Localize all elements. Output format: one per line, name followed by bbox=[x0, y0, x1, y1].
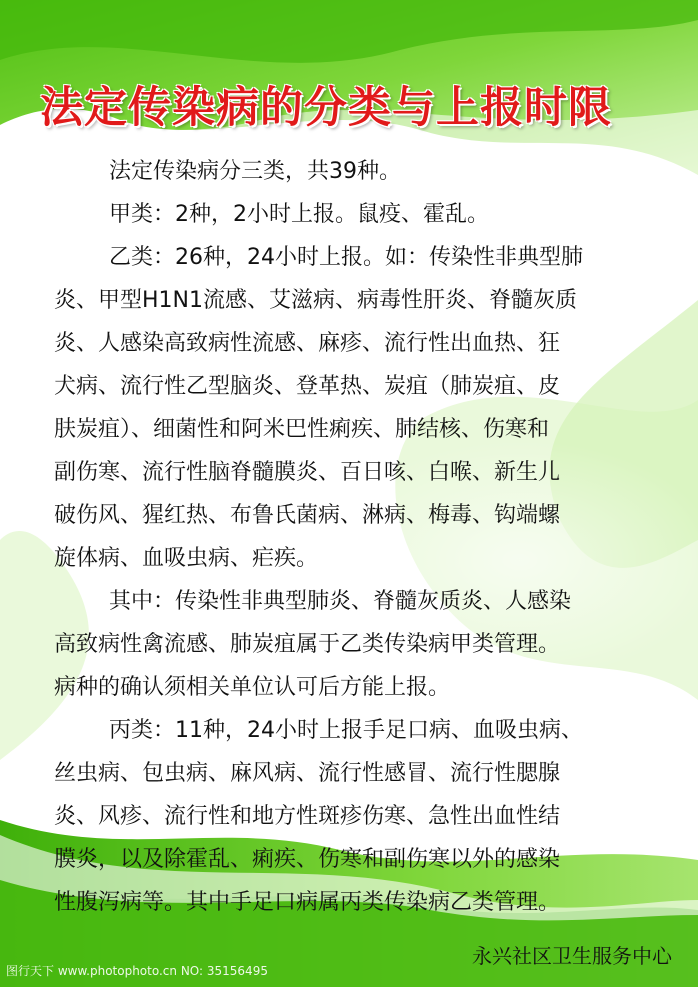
text-line: 炎、风疹、流行性和地方性斑疹伤寒、急性出血性结 bbox=[54, 804, 561, 829]
text-line: 旋体病、血吸虫病、疟疾。 bbox=[54, 546, 319, 571]
text-line: 肤炭疽）、细菌性和阿米巴性痢疾、肺结核、伤寒和 bbox=[54, 417, 550, 442]
body-text bbox=[54, 150, 694, 924]
text-line: 乙类：26种，24小时上报。如：传染性非典型肺 bbox=[109, 245, 583, 270]
text-line: 性腹泻病等。其中手足口病属丙类传染病乙类管理。 bbox=[54, 890, 561, 915]
text-line: 病种的确认须相关单位认可后方能上报。 bbox=[54, 675, 451, 700]
text-line: 犬病、流行性乙型脑炎、登革热、炭疽（肺炭疽、皮 bbox=[54, 374, 561, 399]
text-line: 其中：传染性非典型肺炎、脊髓灰质炎、人感染 bbox=[109, 589, 572, 614]
text-line: 破伤风、猩红热、布鲁氏菌病、淋病、梅毒、钩端螺 bbox=[54, 503, 561, 528]
text-line: 膜炎，以及除霍乱、痢疾、伤寒和副伤寒以外的感染 bbox=[54, 847, 561, 872]
text-line: 甲类：2种，2小时上报。鼠疫、霍乱。 bbox=[109, 202, 489, 227]
text-line: 丝虫病、包虫病、麻风病、流行性感冒、流行性腮腺 bbox=[54, 761, 561, 786]
text-line: 法定传染病分三类，共39种。 bbox=[109, 159, 401, 184]
text-line: 副伤寒、流行性脑脊髓膜炎、百日咳、白喉、新生儿 bbox=[54, 460, 561, 485]
organization-name: 永兴社区卫生服务中心 bbox=[472, 944, 672, 968]
text-line: 高致病性禽流感、肺炭疽属于乙类传染病甲类管理。 bbox=[54, 632, 561, 657]
text-line: 炎、甲型H1N1流感、艾滋病、病毒性肝炎、脊髓灰质 bbox=[54, 288, 577, 313]
page-title: 法定传染病的分类与上报时限 bbox=[40, 83, 612, 133]
text-line: 炎、人感染高致病性流感、麻疹、流行性出血热、狂 bbox=[54, 331, 561, 356]
text-line: 丙类：11种，24小时上报手足口病、血吸虫病、 bbox=[109, 718, 583, 743]
watermark: 图行天下 www.photophoto.cn NO: 35156495 bbox=[6, 964, 268, 978]
